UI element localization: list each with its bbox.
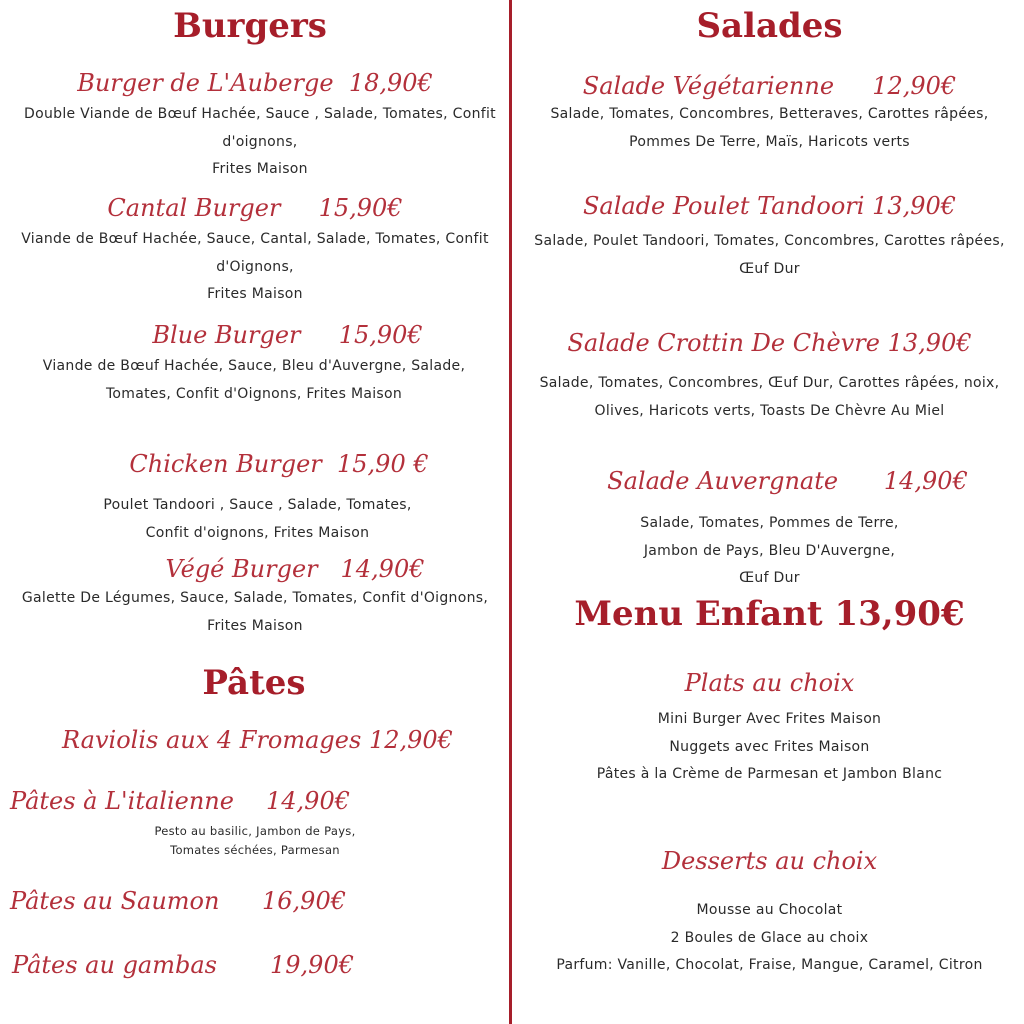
item-description: [0, 353, 508, 408]
description-line: Mini Burger Avec Frites Maison: [657, 711, 882, 727]
item-name: Raviolis aux 4 Fromages: [62, 726, 362, 754]
item-description: [515, 706, 1024, 789]
item-price: 15,90€: [318, 194, 403, 222]
description-line: d'oignons,: [222, 133, 298, 150]
menu-item-title: [515, 71, 1024, 101]
menu-item-title: [0, 320, 575, 350]
description-line: Œuf Dur: [739, 570, 800, 586]
item-description: [515, 370, 1024, 425]
description-line: Parfum: Vanille, Chocolat, Fraise, Mangue, Caramel, Citron: [556, 957, 983, 973]
menu-item-title: [0, 554, 590, 584]
description-line: Viande de Bœuf Hachée, Sauce, Cantal, Salade, Tomates, Confit: [21, 231, 489, 247]
item-description: [0, 585, 510, 640]
description-line: Pommes De Terre, Maïs, Haricots verts: [629, 133, 910, 150]
item-name: Salade Poulet Tandoori: [582, 192, 865, 220]
menu-item-title: [515, 328, 1024, 358]
description-line: Salade, Poulet Tandoori, Tomates, Concombres, Carottes râpées,: [534, 233, 1005, 249]
item-price: 18,90€: [348, 69, 433, 97]
item-name: Cantal Burger: [107, 194, 281, 222]
item-price: 14,90€: [340, 555, 425, 583]
description-line: Jambon de Pays, Bleu D'Auvergne,: [643, 542, 896, 559]
menu-item-title: [0, 193, 510, 223]
description-line: Confit d'oignons, Frites Maison: [145, 524, 370, 541]
menu-item-title: [10, 786, 234, 816]
description-line: Salade, Tomates, Concombres, Betteraves, Carottes râpées,: [550, 106, 989, 122]
item-name: Chicken Burger: [129, 450, 322, 478]
item-price: 12,90€: [368, 726, 453, 754]
section-title-burgers: Burgers: [173, 6, 327, 46]
item-description: [0, 101, 520, 184]
item-price: 13,90€: [887, 329, 972, 357]
description-line: Mousse au Chocolat: [696, 902, 843, 918]
menu-item-title: [0, 68, 510, 98]
item-description: [130, 822, 380, 860]
item-name: Burger de L'Auberge: [77, 69, 334, 97]
menu-item-title: [12, 950, 217, 980]
section-title-menu-enfant: Menu Enfant 13,90€: [574, 594, 965, 634]
description-line: 2 Boules de Glace au choix: [670, 929, 869, 946]
description-line: Poulet Tandoori , Sauce , Salade, Tomates,: [103, 497, 412, 513]
item-description: [515, 101, 1024, 156]
desserts-au-choix-title: Desserts au choix: [661, 847, 878, 875]
item-name: Salade Crottin De Chèvre: [567, 329, 880, 357]
item-price: 15,90€: [338, 321, 423, 349]
item-price: 13,90€: [872, 192, 957, 220]
description-line: Frites Maison: [207, 286, 303, 302]
description-line: Frites Maison: [212, 161, 308, 177]
description-line: Nuggets avec Frites Maison: [669, 738, 870, 755]
item-price: 12,90€: [872, 72, 957, 100]
menu-item-title: [10, 886, 219, 916]
item-price: 14,90€: [266, 787, 350, 815]
section-title-salades: Salades: [696, 6, 843, 46]
description-line: Viande de Bœuf Hachée, Sauce, Bleu d'Auvergne, Salade,: [42, 358, 466, 374]
item-name: Pâtes au gambas: [12, 951, 217, 979]
section-title-pates: Pâtes: [202, 663, 306, 703]
item-description: [0, 226, 510, 309]
menu-item-title: [0, 725, 515, 755]
description-line: Pâtes à la Crème de Parmesan et Jambon Blanc: [596, 766, 943, 782]
plats-au-choix-title: Plats au choix: [684, 669, 855, 697]
item-name: Salade Auvergnate: [607, 467, 839, 495]
item-name: Pâtes à L'italienne: [10, 787, 234, 815]
description-line: Salade, Tomates, Pommes de Terre,: [640, 515, 899, 531]
description-line: Tomates, Confit d'Oignons, Frites Maison: [105, 385, 403, 402]
item-name: Salade Végétarienne: [582, 72, 835, 100]
description-line: Salade, Tomates, Concombres, Œuf Dur, Carottes râpées, noix,: [539, 375, 1000, 391]
item-name: Blue Burger: [152, 321, 301, 349]
menu-item-title: [515, 191, 1024, 221]
description-line: Olives, Haricots verts, Toasts De Chèvre Au Miel: [594, 402, 945, 419]
description-line: Double Viande de Bœuf Hachée, Sauce , Salade, Tomates, Confit: [24, 106, 496, 122]
description-line: Pesto au basilic, Jambon de Pays,: [154, 824, 356, 838]
description-line: Galette De Légumes, Sauce, Salade, Tomates, Confit d'Oignons,: [21, 590, 489, 606]
menu-item-title: [0, 449, 558, 479]
item-description: [515, 510, 1024, 593]
item-price: 16,90€: [262, 887, 346, 915]
item-description: [515, 897, 1024, 980]
item-name: Végé Burger: [165, 555, 318, 583]
description-line: d'Oignons,: [216, 258, 294, 275]
item-description: [515, 228, 1024, 283]
item-name: Pâtes au Saumon: [10, 887, 220, 915]
item-price: 15,90 €: [337, 450, 429, 478]
item-price: 19,90€: [270, 951, 354, 979]
menu-item-title: [515, 466, 1024, 496]
item-price: 14,90€: [883, 467, 968, 495]
item-description: [0, 492, 515, 547]
description-line: Frites Maison: [207, 617, 303, 634]
description-line: Tomates séchées, Parmesan: [170, 843, 340, 857]
description-line: Œuf Dur: [739, 260, 800, 277]
